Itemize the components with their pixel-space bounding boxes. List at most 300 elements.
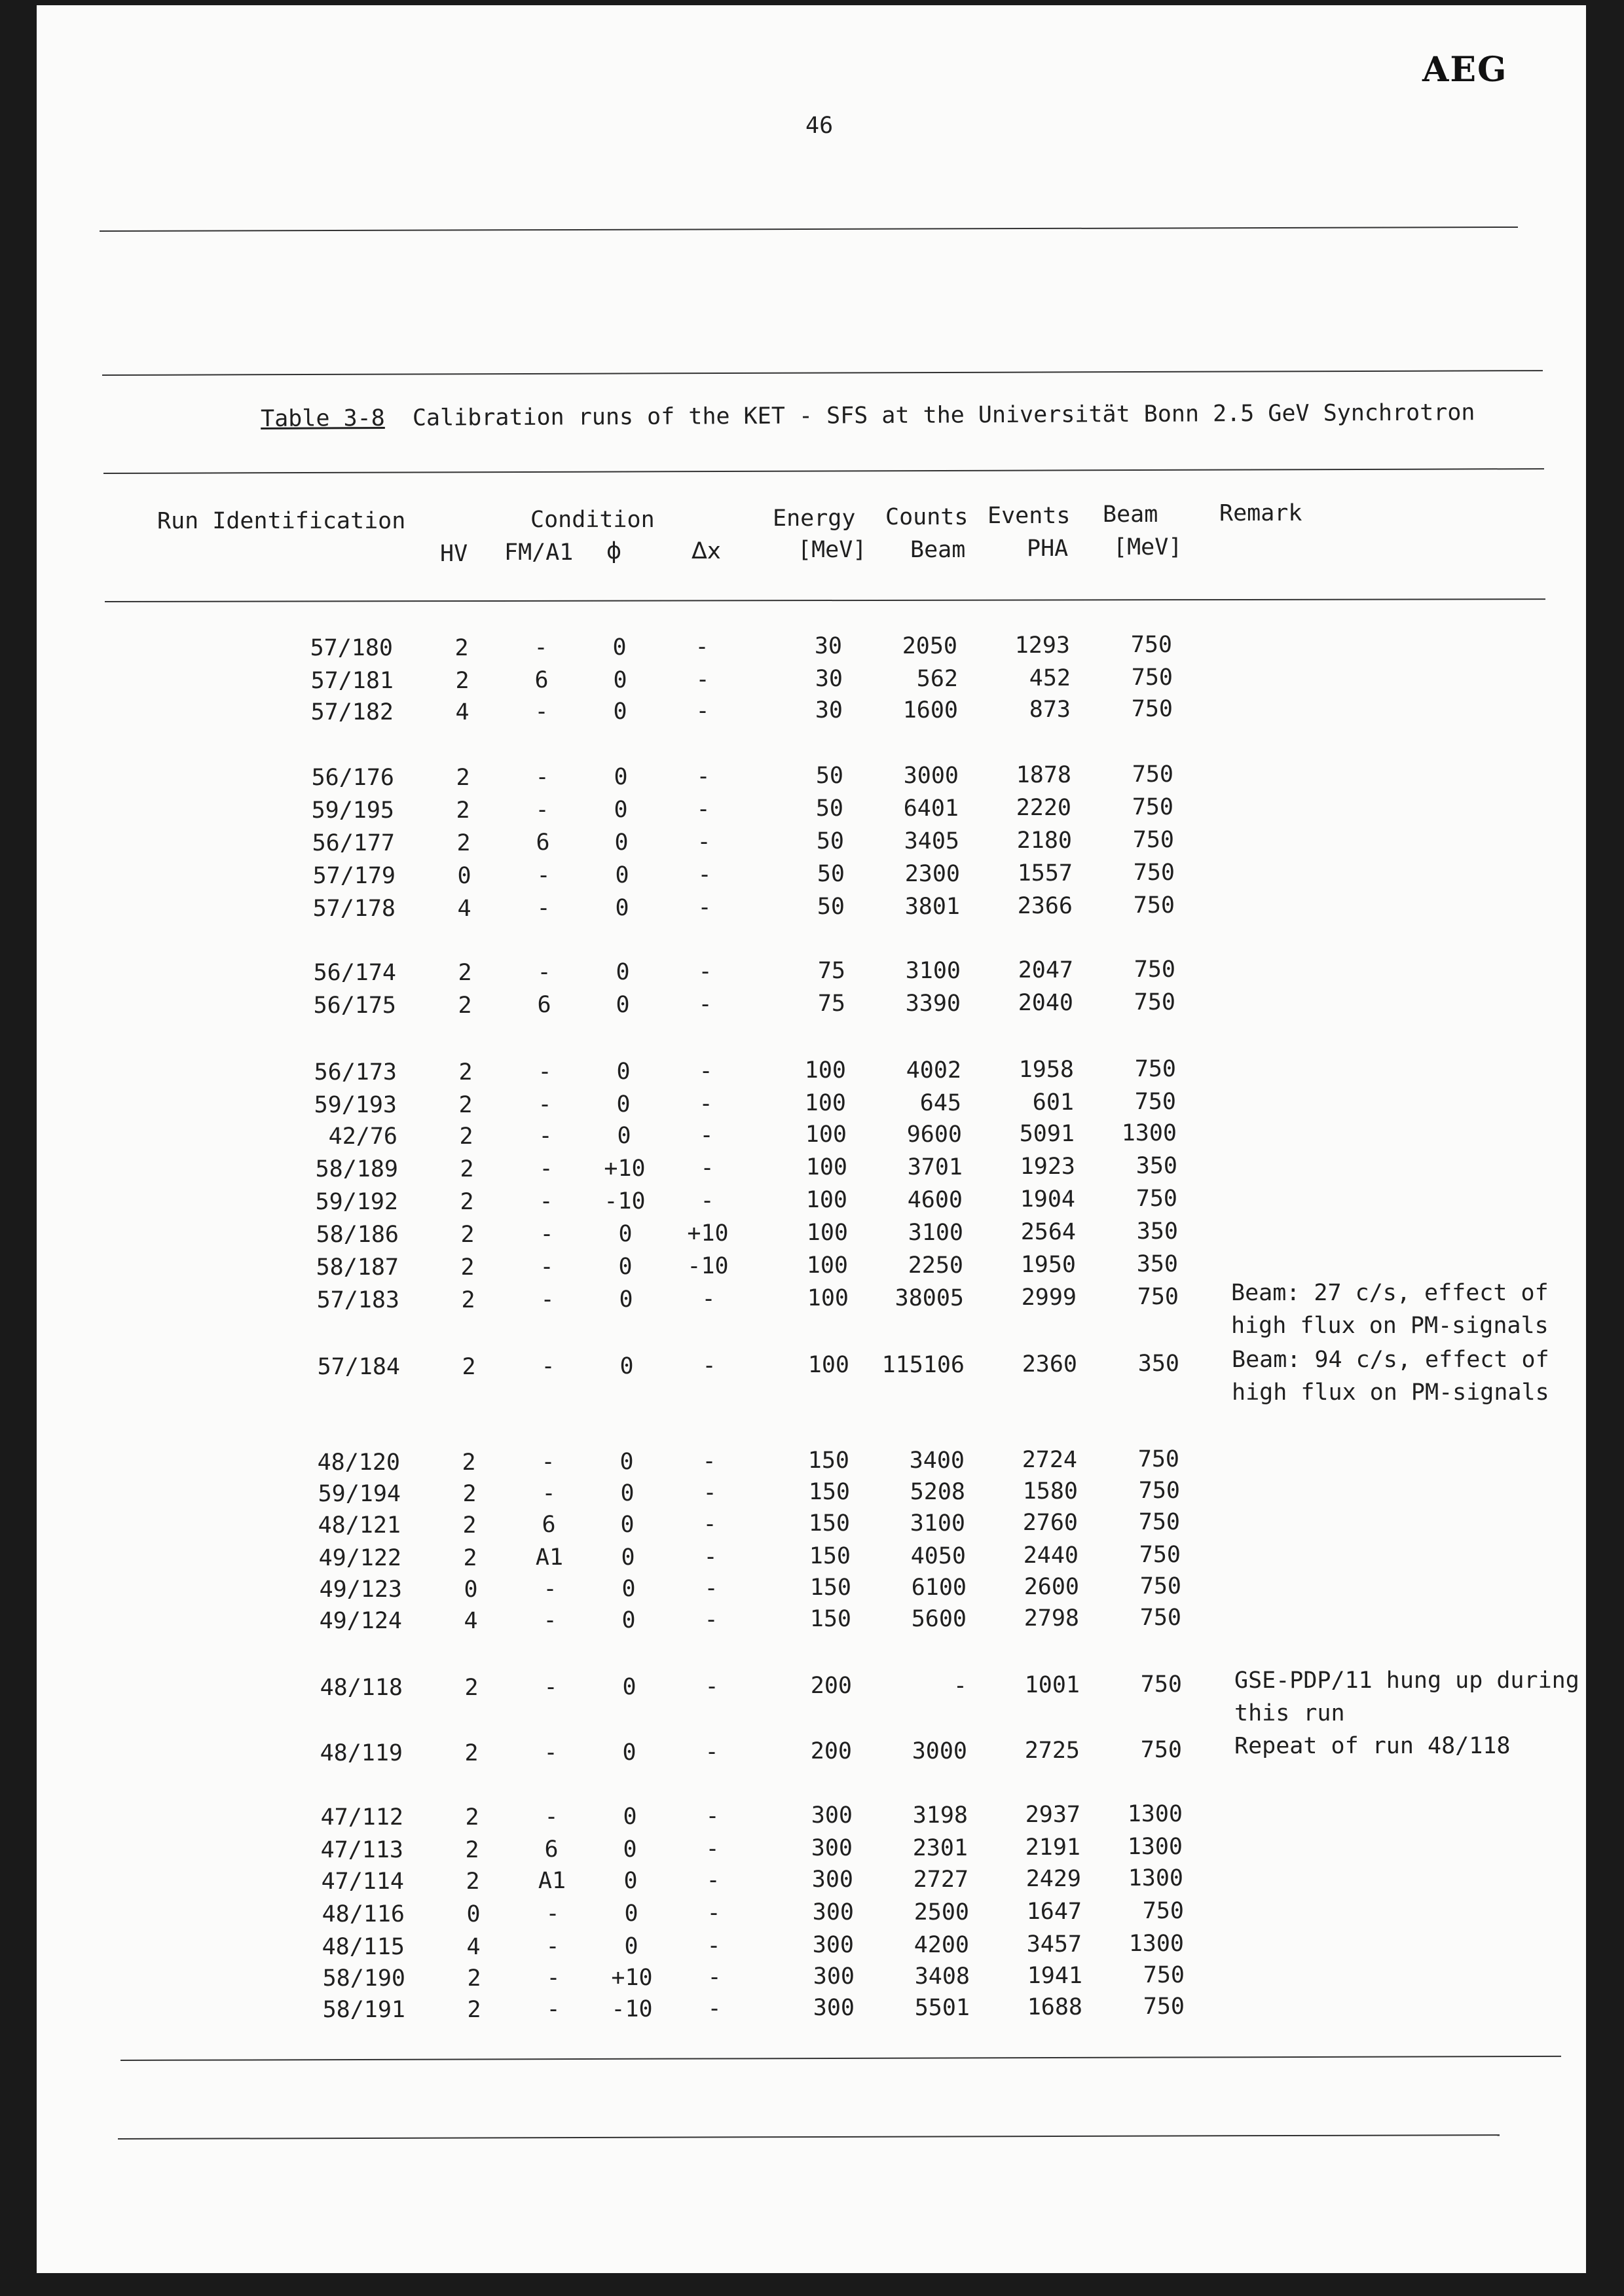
- cell-phi: 0: [620, 1480, 635, 1506]
- cell-phi: 0: [624, 1901, 638, 1927]
- cell-hv: 2: [462, 1481, 477, 1507]
- cell-counts-beam: 645: [919, 1090, 961, 1116]
- cell-beam-energy: 750: [1132, 794, 1173, 820]
- cell-delta-x: -: [702, 1353, 716, 1379]
- cell-hv: 2: [459, 1123, 473, 1150]
- cell-phi: 0: [623, 1804, 637, 1830]
- cell-events-pha: 1904: [1020, 1186, 1075, 1212]
- cell-fm-a1: -: [538, 1059, 552, 1085]
- header-beam: Beam: [1103, 501, 1158, 528]
- header-hv: HV: [440, 541, 468, 567]
- header-energy: Energy: [773, 505, 856, 532]
- cell-events-pha: 2798: [1024, 1605, 1079, 1631]
- cell-events-pha: 2366: [1017, 893, 1073, 919]
- cell-hv: 2: [456, 830, 471, 856]
- cell-counts-beam: 115106: [881, 1352, 965, 1378]
- cell-beam-energy: 750: [1137, 1284, 1179, 1310]
- cell-beam-energy: 1300: [1121, 1120, 1177, 1146]
- cell-energy: 150: [808, 1510, 850, 1537]
- cell-counts-beam: 6100: [911, 1575, 967, 1601]
- cell-delta-x: -: [699, 1058, 713, 1084]
- cell-phi: 0: [619, 1286, 633, 1313]
- cell-delta-x: -: [696, 796, 710, 822]
- cell-events-pha: 1958: [1018, 1057, 1074, 1083]
- cell-beam-energy: 750: [1134, 1089, 1176, 1115]
- cell-counts-beam: 2500: [913, 1899, 969, 1925]
- header-run-identification: Run Identification: [157, 508, 406, 534]
- cell-beam-energy: 750: [1135, 1186, 1177, 1212]
- cell-phi: 0: [622, 1674, 637, 1700]
- cell-fm-a1: 6: [534, 667, 549, 693]
- cell-run-id: 48/116: [322, 1901, 405, 1927]
- cell-counts-beam: 3000: [903, 763, 959, 789]
- cell-energy: 100: [805, 1121, 847, 1148]
- cell-events-pha: 452: [1029, 665, 1071, 691]
- cell-phi: 0: [614, 797, 628, 823]
- cell-counts-beam: 3100: [908, 1220, 963, 1246]
- cell-hv: 2: [460, 1189, 474, 1215]
- cell-counts-beam: 5501: [914, 1995, 970, 2021]
- cell-hv: 2: [456, 797, 470, 824]
- cell-run-id: 48/121: [318, 1512, 401, 1539]
- cell-phi: 0: [619, 1449, 634, 1475]
- cell-beam-energy: 750: [1140, 1737, 1182, 1763]
- cell-energy: 100: [806, 1220, 848, 1246]
- cell-phi: 0: [616, 1059, 631, 1085]
- cell-beam-energy: 750: [1143, 1994, 1185, 2020]
- cell-phi: 0: [613, 699, 627, 725]
- cell-energy: 300: [811, 1802, 853, 1829]
- cell-remark: Beam: 27 c/s, effect of: [1231, 1280, 1549, 1306]
- cell-events-pha: 601: [1032, 1089, 1074, 1116]
- cell-energy: 100: [804, 1090, 846, 1116]
- cell-hv: 2: [466, 1868, 480, 1895]
- cell-fm-a1: -: [534, 699, 549, 725]
- cell-counts-beam: 6401: [903, 795, 959, 822]
- header-remark: Remark: [1219, 500, 1302, 526]
- cell-delta-x: -: [697, 894, 712, 920]
- cell-delta-x: -: [705, 1673, 719, 1700]
- cell-delta-x: +10: [687, 1220, 729, 1247]
- cell-beam-energy: 350: [1135, 1153, 1177, 1179]
- cell-run-id: 57/183: [316, 1287, 399, 1313]
- cell-energy: 30: [815, 666, 843, 692]
- cell-events-pha: 3457: [1026, 1931, 1082, 1958]
- cell-fm-a1: -: [543, 1576, 557, 1602]
- cell-beam-energy: 750: [1138, 1478, 1180, 1504]
- cell-beam-energy: 750: [1137, 1446, 1179, 1472]
- cell-events-pha: 1580: [1022, 1478, 1078, 1504]
- cell-delta-x: -: [698, 991, 712, 1017]
- cell-run-id: 42/76: [328, 1123, 397, 1150]
- cell-phi: +10: [604, 1156, 646, 1182]
- cell-energy: 50: [815, 763, 843, 789]
- cell-counts-beam: 3408: [914, 1963, 970, 1990]
- cell-phi: 0: [623, 1868, 638, 1894]
- cell-hv: 4: [464, 1608, 478, 1634]
- cell-counts-beam: 3100: [905, 958, 961, 984]
- cell-counts-beam: 3405: [904, 828, 959, 854]
- cell-run-id: 56/177: [312, 830, 395, 856]
- cell-energy: 300: [812, 1899, 854, 1925]
- cell-fm-a1: -: [535, 764, 549, 790]
- cell-beam-energy: 750: [1130, 632, 1172, 658]
- cell-run-id: 58/190: [322, 1965, 405, 1992]
- cell-phi: 0: [619, 1353, 634, 1379]
- cell-delta-x: -: [703, 1480, 717, 1506]
- cell-beam-energy: 750: [1133, 860, 1175, 886]
- table-title: Calibration runs of the KET - SFS at the Universität Bonn 2.5 GeV Synchrotron: [412, 399, 1475, 431]
- cell-run-id: 56/176: [311, 765, 394, 791]
- cell-energy: 150: [809, 1543, 851, 1569]
- cell-events-pha: 1950: [1020, 1252, 1076, 1278]
- cell-fm-a1: -: [544, 1740, 558, 1766]
- cell-energy: 300: [811, 1867, 853, 1893]
- cell-fm-a1: -: [540, 1254, 554, 1280]
- cell-delta-x: -: [698, 958, 712, 985]
- cell-energy: 300: [813, 1963, 855, 1990]
- cell-fm-a1: -: [538, 1123, 553, 1149]
- cell-fm-a1: 6: [536, 829, 550, 856]
- header-counts: Counts: [885, 504, 969, 530]
- header-energy-unit: [MeV]: [798, 537, 867, 563]
- cell-phi: 0: [612, 634, 627, 661]
- cell-beam-energy: 750: [1142, 1898, 1184, 1924]
- cell-energy: 300: [813, 1995, 855, 2021]
- cell-phi: 0: [620, 1512, 635, 1538]
- cell-phi: 0: [621, 1576, 636, 1602]
- cell-run-id: 57/178: [312, 896, 396, 922]
- cell-counts-beam: 38005: [895, 1285, 964, 1311]
- cell-delta-x: -: [703, 1511, 717, 1537]
- cell-fm-a1: A1: [538, 1868, 566, 1894]
- cell-hv: 2: [462, 1354, 476, 1380]
- cell-beam-energy: 750: [1143, 1962, 1185, 1988]
- cell-energy: 50: [817, 861, 845, 887]
- cell-phi: 0: [621, 1544, 635, 1571]
- cell-events-pha: 1878: [1016, 762, 1071, 788]
- header-fm-a1: FM/A1: [504, 539, 574, 566]
- cell-phi: 0: [618, 1221, 633, 1247]
- cell-beam-energy: 1300: [1127, 1801, 1183, 1827]
- cell-events-pha: 2180: [1016, 828, 1072, 854]
- cell-counts-beam: 4002: [906, 1057, 961, 1084]
- cell-events-pha: 2760: [1022, 1510, 1078, 1536]
- cell-run-id: 48/120: [317, 1449, 400, 1476]
- cell-fm-a1: 6: [537, 992, 551, 1018]
- cell-counts-beam: 5600: [911, 1606, 967, 1632]
- header-events-pha: PHA: [1027, 536, 1069, 562]
- table-label: Table 3-8: [261, 405, 385, 432]
- cell-counts-beam: 3400: [909, 1448, 965, 1474]
- cell-hv: 2: [458, 960, 472, 986]
- cell-phi: +10: [611, 1965, 653, 1991]
- cell-beam-energy: 750: [1131, 665, 1173, 691]
- cell-delta-x: -: [707, 1900, 721, 1926]
- cell-delta-x: -: [697, 829, 711, 855]
- cell-remark: high flux on PM-signals: [1231, 1313, 1549, 1339]
- cell-delta-x: -: [701, 1286, 716, 1312]
- cell-phi: 0: [616, 959, 630, 985]
- cell-counts-beam: 2300: [904, 861, 960, 887]
- cell-events-pha: 873: [1029, 697, 1071, 723]
- cell-energy: 50: [817, 894, 845, 920]
- cell-fm-a1: -: [537, 959, 551, 985]
- cell-fm-a1: 6: [542, 1512, 556, 1538]
- cell-fm-a1: -: [541, 1353, 555, 1379]
- cell-run-id: 56/174: [313, 960, 396, 986]
- cell-delta-x: -: [707, 1995, 722, 2022]
- cell-fm-a1: -: [543, 1607, 557, 1633]
- cell-phi: -10: [604, 1188, 646, 1214]
- cell-energy: 30: [814, 633, 842, 659]
- cell-events-pha: 1557: [1017, 860, 1073, 886]
- cell-run-id: 49/122: [318, 1545, 401, 1571]
- cell-hv: 2: [455, 668, 470, 694]
- cell-counts-beam: 1600: [902, 697, 958, 723]
- cell-counts-beam: 2301: [912, 1835, 968, 1861]
- cell-run-id: 47/113: [320, 1837, 403, 1863]
- cell-delta-x: -: [696, 763, 710, 790]
- cell-events-pha: 2220: [1016, 795, 1071, 821]
- cell-delta-x: -: [699, 1122, 714, 1148]
- cell-events-pha: 1647: [1026, 1899, 1082, 1925]
- cell-run-id: 58/186: [316, 1222, 399, 1248]
- cell-phi: 0: [615, 862, 629, 888]
- cell-counts-beam: 2050: [902, 633, 957, 659]
- cell-energy: 150: [808, 1479, 850, 1505]
- cell-energy: 150: [809, 1575, 851, 1601]
- cell-events-pha: 2047: [1018, 957, 1073, 983]
- cell-beam-energy: 350: [1136, 1218, 1178, 1245]
- cell-hv: 2: [463, 1545, 477, 1571]
- cell-hv: 0: [457, 863, 471, 889]
- cell-phi: 0: [614, 829, 629, 856]
- cell-fm-a1: -: [540, 1221, 554, 1247]
- cell-beam-energy: 750: [1139, 1573, 1181, 1599]
- cell-run-id: 59/192: [315, 1189, 398, 1215]
- cell-energy: 50: [816, 828, 844, 854]
- cell-counts-beam: 9600: [906, 1121, 962, 1148]
- cell-fm-a1: -: [542, 1480, 556, 1506]
- cell-phi: 0: [624, 1933, 638, 1959]
- header-counts-beam: Beam: [910, 537, 966, 563]
- cell-fm-a1: -: [544, 1674, 558, 1700]
- cell-events-pha: 2725: [1024, 1738, 1080, 1764]
- cell-counts-beam: 3000: [912, 1738, 967, 1764]
- cell-energy: 100: [804, 1057, 846, 1084]
- cell-remark: this run: [1234, 1700, 1345, 1726]
- cell-beam-energy: 1300: [1128, 1865, 1183, 1891]
- cell-events-pha: 5091: [1019, 1121, 1075, 1147]
- cell-run-id: 49/123: [319, 1576, 402, 1603]
- cell-events-pha: 2937: [1025, 1802, 1080, 1828]
- cell-remark: high flux on PM-signals: [1232, 1379, 1549, 1406]
- cell-delta-x: -: [697, 862, 712, 888]
- cell-phi: 0: [622, 1740, 637, 1766]
- aeg-logo: AEG: [1422, 50, 1508, 90]
- cell-events-pha: 2360: [1022, 1351, 1077, 1377]
- cell-delta-x: -: [705, 1836, 720, 1862]
- cell-fm-a1: A1: [535, 1544, 564, 1571]
- cell-energy: 200: [810, 1673, 852, 1699]
- cell-fm-a1: -: [539, 1156, 553, 1182]
- cell-counts-beam: 3801: [904, 894, 960, 920]
- cell-hv: 2: [454, 635, 469, 661]
- cell-fm-a1: -: [546, 1996, 561, 2022]
- cell-events-pha: 2040: [1018, 990, 1073, 1016]
- cell-counts-beam: 2250: [908, 1252, 963, 1279]
- cell-beam-energy: 1300: [1128, 1931, 1184, 1957]
- cell-phi: 0: [618, 1254, 633, 1280]
- cell-hv: 2: [465, 1804, 479, 1831]
- cell-run-id: 57/181: [310, 668, 394, 694]
- cell-fm-a1: -: [534, 634, 548, 661]
- cell-phi: 0: [616, 1091, 631, 1118]
- cell-delta-x: -: [695, 698, 710, 724]
- cell-run-id: 59/194: [318, 1481, 401, 1507]
- cell-counts-beam: 2727: [913, 1867, 969, 1893]
- cell-events-pha: 1941: [1027, 1963, 1082, 1989]
- cell-counts-beam: 3198: [912, 1802, 968, 1829]
- cell-hv: 2: [458, 1059, 473, 1085]
- cell-fm-a1: -: [535, 797, 549, 823]
- cell-remark: GSE-PDP/11 hung up during: [1234, 1667, 1579, 1694]
- cell-run-id: 49/124: [319, 1608, 402, 1634]
- cell-events-pha: 2429: [1025, 1866, 1081, 1892]
- cell-fm-a1: -: [539, 1188, 553, 1214]
- cell-energy: 30: [815, 697, 843, 723]
- cell-counts-beam: 3701: [907, 1154, 963, 1180]
- cell-energy: 75: [817, 958, 845, 984]
- cell-counts-beam: 3390: [905, 991, 961, 1017]
- cell-counts-beam: 4200: [913, 1932, 969, 1958]
- cell-beam-energy: 750: [1134, 1056, 1176, 1082]
- cell-events-pha: 2564: [1020, 1219, 1076, 1245]
- cell-hv: 4: [466, 1934, 481, 1960]
- cell-hv: 2: [464, 1675, 479, 1701]
- cell-counts-beam: 3100: [910, 1510, 965, 1537]
- cell-delta-x: -10: [687, 1253, 729, 1279]
- cell-fm-a1: 6: [544, 1836, 559, 1863]
- cell-hv: 2: [456, 765, 470, 791]
- cell-phi: 0: [613, 667, 627, 693]
- cell-beam-energy: 750: [1132, 827, 1174, 853]
- cell-beam-energy: 350: [1136, 1251, 1178, 1277]
- cell-run-id: 59/193: [314, 1092, 397, 1118]
- cell-delta-x: -: [695, 634, 709, 660]
- cell-delta-x: -: [704, 1607, 718, 1633]
- cell-run-id: 58/191: [322, 1997, 405, 2023]
- cell-events-pha: 2440: [1023, 1542, 1079, 1569]
- cell-events-pha: 2600: [1024, 1574, 1079, 1600]
- cell-events-pha: 1923: [1020, 1154, 1075, 1180]
- page-number: 46: [805, 113, 834, 139]
- cell-delta-x: -: [702, 1448, 716, 1474]
- cell-run-id: 56/175: [313, 993, 396, 1019]
- header-beam-unit: [MeV]: [1113, 534, 1183, 560]
- cell-events-pha: 1688: [1027, 1994, 1082, 2020]
- cell-beam-energy: 750: [1134, 989, 1175, 1015]
- cell-events-pha: 1293: [1014, 632, 1070, 659]
- cell-run-id: 47/112: [320, 1804, 403, 1831]
- cell-events-pha: 2191: [1025, 1834, 1080, 1861]
- cell-events-pha: 1001: [1024, 1672, 1080, 1698]
- cell-delta-x: -: [695, 666, 710, 693]
- cell-remark: Repeat of run 48/118: [1234, 1733, 1511, 1759]
- cell-events-pha: 2999: [1021, 1285, 1077, 1311]
- cell-energy: 100: [805, 1154, 847, 1180]
- cell-energy: 100: [806, 1252, 848, 1279]
- cell-energy: 100: [807, 1285, 849, 1311]
- cell-delta-x: -: [707, 1964, 722, 1990]
- cell-hv: 2: [460, 1254, 475, 1281]
- cell-delta-x: -: [706, 1867, 720, 1893]
- cell-delta-x: -: [703, 1544, 718, 1570]
- cell-beam-energy: 750: [1139, 1605, 1181, 1631]
- cell-phi: 0: [614, 764, 628, 790]
- cell-hv: 2: [462, 1449, 476, 1476]
- cell-beam-energy: 750: [1134, 957, 1175, 983]
- cell-hv: 0: [464, 1576, 478, 1603]
- cell-fm-a1: -: [536, 862, 551, 888]
- cell-hv: 2: [461, 1287, 475, 1313]
- cell-run-id: 59/195: [311, 797, 394, 824]
- cell-beam-energy: 750: [1139, 1542, 1181, 1568]
- header-phi: ϕ: [606, 538, 622, 564]
- cell-run-id: 57/179: [312, 863, 396, 889]
- cell-beam-energy: 750: [1140, 1671, 1182, 1698]
- header-delta-x: Δx: [692, 538, 721, 564]
- cell-remark: Beam: 94 c/s, effect of: [1232, 1347, 1549, 1373]
- cell-hv: 2: [465, 1837, 479, 1863]
- cell-fm-a1: -: [544, 1804, 559, 1830]
- cell-phi: -10: [611, 1996, 653, 2022]
- cell-counts-beam: 4050: [910, 1543, 966, 1569]
- cell-counts-beam: 562: [916, 666, 958, 692]
- cell-run-id: 56/173: [314, 1059, 397, 1085]
- cell-energy: 100: [807, 1352, 849, 1378]
- cell-energy: 50: [815, 795, 843, 822]
- cell-hv: 2: [467, 1965, 481, 1992]
- cell-run-id: 57/180: [310, 635, 393, 661]
- cell-energy: 150: [809, 1606, 851, 1632]
- cell-run-id: 48/119: [320, 1740, 403, 1766]
- cell-hv: 2: [467, 1997, 481, 2023]
- cell-events-pha: 2724: [1022, 1447, 1077, 1473]
- cell-phi: 0: [623, 1836, 637, 1863]
- cell-phi: 0: [615, 895, 629, 921]
- cell-run-id: 48/115: [322, 1934, 405, 1960]
- cell-fm-a1: -: [536, 895, 551, 921]
- cell-hv: 2: [458, 993, 472, 1019]
- cell-counts-beam: 5208: [910, 1479, 965, 1505]
- cell-phi: 0: [621, 1607, 636, 1633]
- cell-run-id: 48/118: [320, 1675, 403, 1701]
- cell-run-id: 58/189: [315, 1156, 398, 1182]
- cell-counts-beam: 4600: [907, 1187, 963, 1213]
- cell-beam-energy: 750: [1133, 892, 1175, 919]
- cell-run-id: 58/187: [316, 1254, 399, 1281]
- header-events: Events: [987, 503, 1071, 529]
- cell-beam-energy: 750: [1132, 761, 1173, 788]
- cell-delta-x: -: [705, 1803, 720, 1829]
- cell-delta-x: -: [700, 1155, 714, 1181]
- header-condition: Condition: [530, 507, 655, 533]
- cell-fm-a1: -: [546, 1965, 561, 1991]
- cell-phi: 0: [616, 992, 630, 1018]
- cell-beam-energy: 350: [1137, 1351, 1179, 1377]
